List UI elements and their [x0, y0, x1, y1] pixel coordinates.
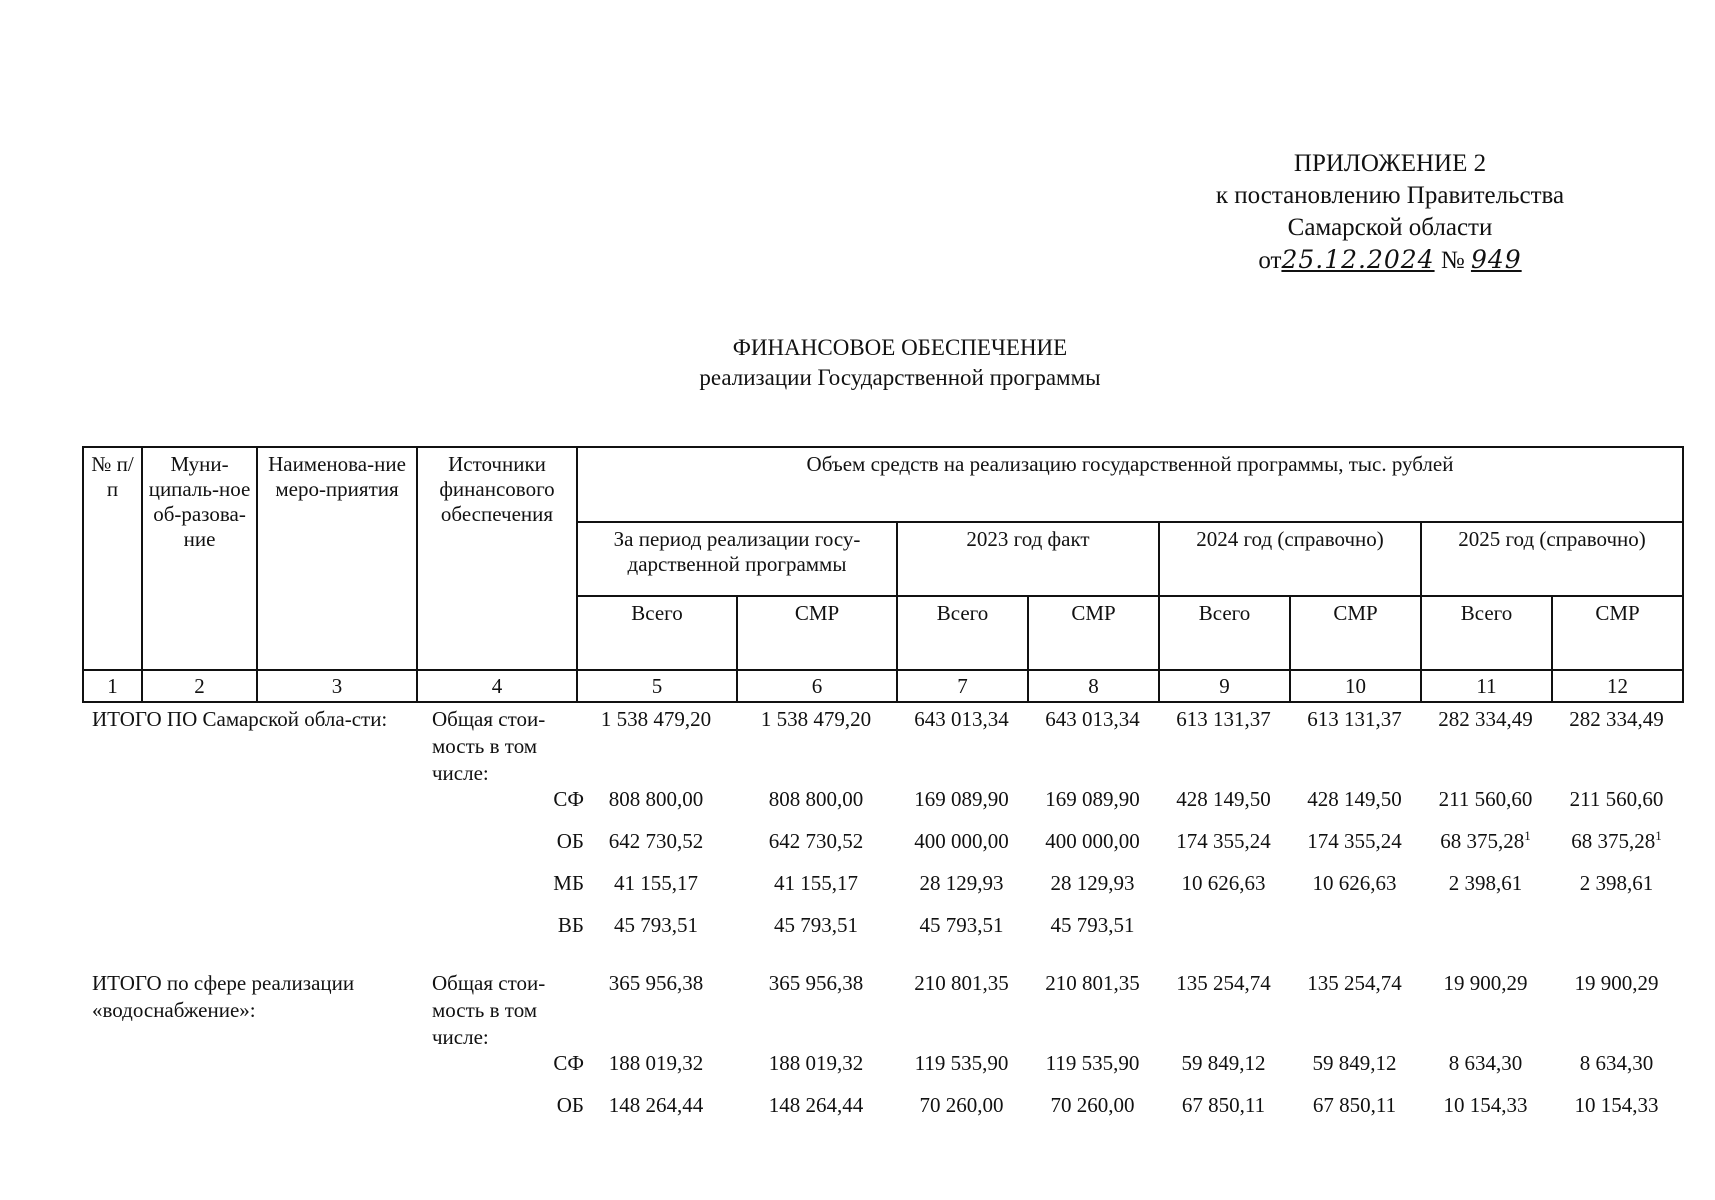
value-cell: 68 375,28$^1$: [1571, 828, 1662, 853]
header-smr: СМР: [737, 596, 897, 670]
column-number: 9: [1159, 670, 1290, 702]
value-cell: 613 131,37: [1307, 707, 1402, 731]
signed-date: 25.12.2024: [1281, 245, 1435, 274]
value-cell: 70 260,00: [1050, 1093, 1135, 1117]
table-row: [82, 912, 1684, 954]
group-label: ИТОГО по сфере реализации «водоснабжение»:: [92, 971, 355, 1022]
column-number: 7: [897, 670, 1028, 702]
value-cell: 10 626,63: [1312, 871, 1397, 895]
value-cell: 400 000,00: [914, 829, 1009, 853]
appendix-region: Самарской области: [1287, 214, 1493, 241]
group-spacer: [82, 954, 1684, 970]
value-cell: 282 334,49: [1438, 707, 1533, 731]
value-cell: 1 538 479,20: [600, 707, 712, 731]
value-cell: 808 800,00: [608, 787, 704, 811]
value-cell: 135 254,74: [1307, 971, 1402, 995]
value-cell: 188 019,32: [768, 1051, 864, 1075]
table-row: [82, 828, 1684, 870]
value-cell: 808 800,00: [768, 787, 864, 811]
source-label: ОБ: [556, 829, 584, 853]
title-line-2: реализации Государственной программы: [699, 365, 1101, 390]
header-2025: 2025 год (справочно): [1421, 522, 1683, 596]
value-cell: 19 900,29: [1574, 971, 1659, 995]
value-cell: 19 900,29: [1443, 971, 1528, 995]
source-total-label: Общая стои-мость в том числе:: [432, 971, 546, 1049]
appendix-block: [1180, 148, 1600, 277]
source-label: ВБ: [557, 913, 584, 937]
value-cell: 642 730,52: [608, 829, 704, 853]
table-row: [82, 1050, 1684, 1092]
value-cell: 2 398,61: [1579, 871, 1654, 895]
value-cell: 211 560,60: [1438, 787, 1533, 811]
value-cell: 45 793,51: [614, 913, 698, 937]
value-cell: 188 019,32: [608, 1051, 704, 1075]
date-prefix: от: [1258, 247, 1282, 274]
value-cell: 642 730,52: [768, 829, 864, 853]
value-cell: 210 801,35: [914, 971, 1009, 995]
column-number: 10: [1290, 670, 1421, 702]
column-number: 1: [83, 670, 142, 702]
column-number: 3: [257, 670, 417, 702]
value-cell: 10 154,33: [1443, 1093, 1528, 1117]
value-cell: 67 850,11: [1312, 1093, 1397, 1117]
value-cell: 119 535,90: [914, 1051, 1009, 1075]
value-cell: 119 535,90: [1045, 1051, 1140, 1075]
value-cell: 8 634,30: [1448, 1051, 1523, 1075]
footnote-marker: 1: [1655, 828, 1662, 843]
value-cell: 28 129,93: [1050, 871, 1135, 895]
value-cell: 45 793,51: [919, 913, 1004, 937]
value-cell: 45 793,51: [1050, 913, 1135, 937]
column-number: 5: [577, 670, 737, 702]
signed-number: 949: [1470, 245, 1522, 274]
group-total-row: [82, 706, 1684, 786]
value-cell: 2 398,61: [1448, 871, 1523, 895]
value-cell: 135 254,74: [1176, 971, 1271, 995]
source-total-label: Общая стои-мость в том числе:: [432, 707, 546, 785]
header-col-sources: Источники финансового обеспечения: [417, 447, 577, 670]
header-period: За период реализации госу-дарственной программы: [577, 522, 897, 596]
value-cell: 148 264,44: [768, 1093, 864, 1117]
value-cell: 59 849,12: [1181, 1051, 1266, 1075]
table-row: [82, 786, 1684, 828]
finance-table-body: [82, 706, 1684, 1134]
table-row: [82, 1092, 1684, 1134]
value-cell: 68 375,28$^1$: [1440, 828, 1531, 853]
value-cell: 169 089,90: [914, 787, 1009, 811]
header-total: Всего: [1159, 596, 1290, 670]
finance-table-header: [82, 446, 1684, 703]
header-smr: СМР: [1028, 596, 1159, 670]
header-smr: СМР: [1552, 596, 1683, 670]
column-number: 12: [1552, 670, 1683, 702]
value-cell: 45 793,51: [774, 913, 858, 937]
header-volume: Объем средств на реализацию государственной программы, тыс. рублей: [577, 447, 1683, 522]
value-cell: 211 560,60: [1569, 787, 1664, 811]
header-2023: 2023 год факт: [897, 522, 1159, 596]
group-label: ИТОГО ПО Самарской обла-сти:: [92, 707, 388, 731]
value-cell: 365 956,38: [768, 971, 864, 995]
source-label: МБ: [553, 871, 584, 895]
footnote-marker: 1: [1524, 828, 1531, 843]
header-col-activity: Наименова-ние меро-приятия: [257, 447, 417, 670]
header-2024: 2024 год (справочно): [1159, 522, 1421, 596]
column-number: 2: [142, 670, 257, 702]
value-cell: 174 355,24: [1307, 829, 1402, 853]
value-cell: 643 013,34: [1045, 707, 1140, 731]
header-col-number: № п/п: [83, 447, 142, 670]
header-total: Всего: [577, 596, 737, 670]
value-cell: 70 260,00: [919, 1093, 1004, 1117]
appendix-ref: к постановлению Правительства: [1215, 182, 1565, 209]
value-cell: 28 129,93: [919, 871, 1004, 895]
source-label: СФ: [553, 1051, 584, 1075]
value-cell: 67 850,11: [1181, 1093, 1266, 1117]
value-cell: 8 634,30: [1579, 1051, 1654, 1075]
value-cell: 148 264,44: [608, 1093, 704, 1117]
value-cell: 400 000,00: [1045, 829, 1140, 853]
source-label: ОБ: [556, 1093, 584, 1117]
value-cell: 1 538 479,20: [760, 707, 872, 731]
value-cell: 41 155,17: [774, 871, 858, 895]
value-cell: 365 956,38: [608, 971, 704, 995]
appendix-date-line: [1180, 244, 1600, 277]
column-number: 11: [1421, 670, 1552, 702]
value-cell: 643 013,34: [914, 707, 1009, 731]
value-cell: 169 089,90: [1045, 787, 1140, 811]
value-cell: 10 154,33: [1574, 1093, 1659, 1117]
value-cell: 428 149,50: [1307, 787, 1402, 811]
column-number: 8: [1028, 670, 1159, 702]
header-total: Всего: [1421, 596, 1552, 670]
value-cell: 174 355,24: [1176, 829, 1271, 853]
value-cell: 282 334,49: [1569, 707, 1664, 731]
source-label: СФ: [553, 787, 584, 811]
group-total-row: [82, 970, 1684, 1050]
appendix-title: ПРИЛОЖЕНИЕ 2: [1293, 150, 1487, 177]
value-cell: 210 801,35: [1045, 971, 1140, 995]
column-number: 4: [417, 670, 577, 702]
value-cell: 10 626,63: [1181, 871, 1266, 895]
header-col-municipality: Муни-ципаль-ное об-разова-ние: [142, 447, 257, 670]
value-cell: 59 849,12: [1312, 1051, 1397, 1075]
number-prefix: №: [1440, 247, 1465, 274]
value-cell: 428 149,50: [1176, 787, 1271, 811]
value-cell: 613 131,37: [1176, 707, 1271, 731]
value-cell: 41 155,17: [614, 871, 698, 895]
table-row: [82, 870, 1684, 912]
header-smr: СМР: [1290, 596, 1421, 670]
title-line-1: ФИНАНСОВОЕ ОБЕСПЕЧЕНИЕ: [732, 335, 1068, 360]
column-number: 6: [737, 670, 897, 702]
header-total: Всего: [897, 596, 1028, 670]
document-title: [560, 333, 1240, 393]
